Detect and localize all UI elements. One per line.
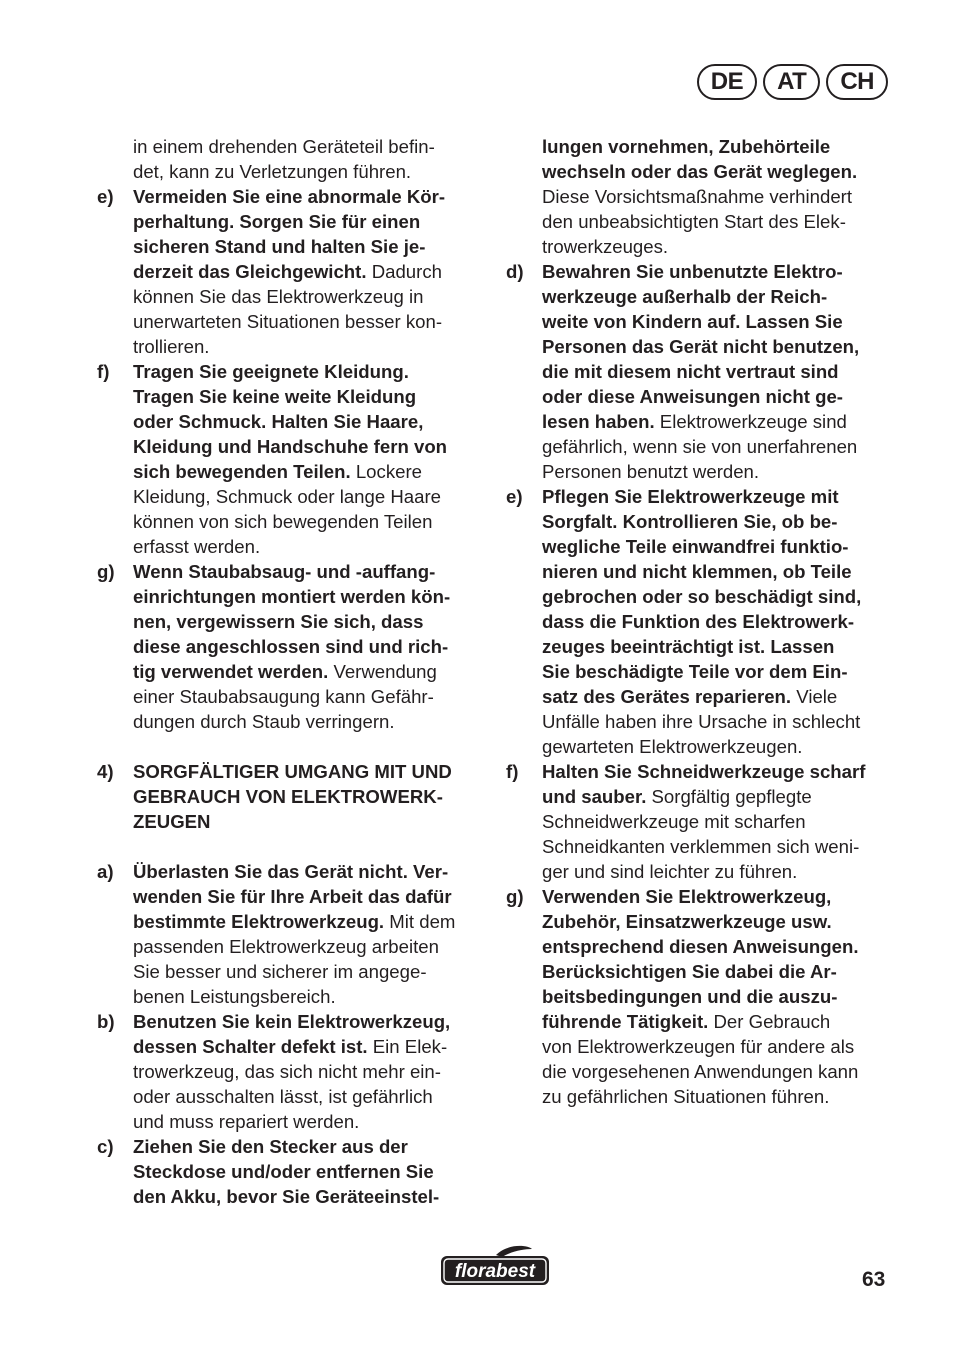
paragraph-spacer <box>97 834 485 859</box>
bold-text: Verwenden Sie Elektrowerkzeug, <box>542 886 832 907</box>
text-line <box>97 1109 485 1134</box>
body-text: Lockere <box>350 461 422 482</box>
text-line <box>97 459 485 484</box>
body-text: Diese Vorsichtsmaßnahme verhindert <box>542 186 853 207</box>
bold-text: perhaltung. Sorgen Sie für einen <box>133 211 421 232</box>
text-line <box>506 334 890 359</box>
text-line <box>506 409 890 434</box>
bold-text: Überlasten Sie das Gerät nicht. Ver- <box>133 861 449 882</box>
bold-text: dessen Schalter defekt ist. <box>133 1036 368 1057</box>
text-line <box>97 1184 485 1209</box>
body-text: Sorgfältig gepflegte <box>646 786 812 807</box>
body-text: einer Staubabsaugung kann Gefähr- <box>133 686 434 707</box>
text-line <box>506 159 890 184</box>
body-text: ger und sind leichter zu führen. <box>542 861 798 882</box>
bold-text: tig verwendet werden. <box>133 661 329 682</box>
bold-text: sicheren Stand und halten Sie je- <box>133 236 426 257</box>
text-line <box>506 1009 890 1034</box>
list-label: e) <box>506 486 523 507</box>
body-text: Personen benutzt werden. <box>542 461 760 482</box>
text-line <box>97 1059 485 1084</box>
bold-text: ZEUGEN <box>133 811 211 832</box>
bold-text: oder Schmuck. Halten Sie Haare, <box>133 411 424 432</box>
text-line <box>506 259 890 284</box>
text-line <box>97 184 485 209</box>
text-line <box>97 509 485 534</box>
bold-text: Sie beschädigte Teile vor dem Ein- <box>542 661 848 682</box>
text-line <box>506 809 890 834</box>
text-line <box>506 709 890 734</box>
text-line <box>97 159 485 184</box>
text-line <box>506 609 890 634</box>
text-line <box>97 984 485 1009</box>
page-number: 63 <box>862 1268 886 1291</box>
text-line <box>97 859 485 884</box>
body-text: Schneidkanten verklemmen sich weni- <box>542 836 860 857</box>
bold-text: GEBRAUCH VON ELEKTROWERK- <box>133 786 443 807</box>
body-text: Unfälle haben ihre Ursache in schlecht <box>542 711 861 732</box>
text-line <box>506 684 890 709</box>
text-line <box>506 634 890 659</box>
list-label: f) <box>97 361 110 382</box>
body-text: dungen durch Staub verringern. <box>133 711 395 732</box>
bold-text: Ziehen Sie den Stecker aus der <box>133 1136 408 1157</box>
text-line <box>97 384 485 409</box>
list-label: c) <box>97 1136 114 1157</box>
text-line <box>506 509 890 534</box>
text-line <box>506 1059 890 1084</box>
bold-text: Bewahren Sie unbenutzte Elektro- <box>542 261 843 282</box>
bold-text: oder diese Anweisungen nicht ge- <box>542 386 843 407</box>
list-label: a) <box>97 861 114 882</box>
text-line <box>97 234 485 259</box>
text-line <box>97 334 485 359</box>
list-label: f) <box>506 761 519 782</box>
bold-text: nen, vergewissern Sie sich, dass <box>133 611 424 632</box>
language-badges <box>697 64 888 100</box>
bold-text: wegliche Teile einwandfrei funktio- <box>542 536 849 557</box>
text-line <box>506 534 890 559</box>
body-text: Ein Elek- <box>367 1036 448 1057</box>
text-line <box>97 584 485 609</box>
body-text: trowerkzeug, das sich nicht mehr ein- <box>133 1061 441 1082</box>
text-line <box>97 309 485 334</box>
bold-text: Tragen Sie geeignete Kleidung. <box>133 361 409 382</box>
bold-text: wechseln oder das Gerät weglegen. <box>542 161 858 182</box>
body-text: können von sich bewegenden Teilen <box>133 511 433 532</box>
text-line <box>97 759 485 784</box>
text-line <box>97 259 485 284</box>
text-line <box>97 534 485 559</box>
text-line <box>506 584 890 609</box>
body-text: in einem drehenden Geräteteil befin- <box>133 136 435 157</box>
text-line <box>97 1034 485 1059</box>
list-label: 4) <box>97 761 114 782</box>
text-line <box>506 884 890 909</box>
bold-text: weite von Kindern auf. Lassen Sie <box>542 311 843 332</box>
bold-text: diese angeschlossen sind und rich- <box>133 636 449 657</box>
florabest-logo <box>438 1243 552 1289</box>
body-text: passenden Elektrowerkzeug arbeiten <box>133 936 439 957</box>
text-line <box>97 809 485 834</box>
bold-text: führende Tätigkeit. <box>542 1011 709 1032</box>
body-text: Verwendung <box>328 661 437 682</box>
text-line <box>97 409 485 434</box>
bold-text: werkzeuge außerhalb der Reich- <box>542 286 828 307</box>
body-text: Der Gebrauch <box>708 1011 831 1032</box>
text-line <box>97 684 485 709</box>
body-text: unerwarteten Situationen besser kon- <box>133 311 443 332</box>
bold-text: einrichtungen montiert werden kön- <box>133 586 451 607</box>
text-line <box>506 209 890 234</box>
language-badge-ch: CH <box>826 64 888 100</box>
text-line <box>97 884 485 909</box>
text-line <box>506 284 890 309</box>
body-text: erfasst werden. <box>133 536 261 557</box>
bold-text: bestimmte Elektrowerkzeug. <box>133 911 385 932</box>
text-line <box>506 934 890 959</box>
text-line <box>506 234 890 259</box>
text-line <box>506 134 890 159</box>
text-line <box>506 734 890 759</box>
body-text: Mit dem <box>384 911 456 932</box>
bold-text: derzeit das Gleichgewicht. <box>133 261 367 282</box>
text-line <box>506 659 890 684</box>
text-line <box>97 1084 485 1109</box>
bold-text: SORGFÄLTIGER UMGANG MIT UND <box>133 761 452 782</box>
bold-text: den Akku, bevor Sie Geräteeinstel- <box>133 1186 440 1207</box>
bold-text: zeuges beeinträchtigt ist. Lassen <box>542 636 835 657</box>
bold-text: die mit diesem nicht vertraut sind <box>542 361 839 382</box>
bold-text: Benutzen Sie kein Elektrowerkzeug, <box>133 1011 451 1032</box>
text-line <box>97 359 485 384</box>
text-line <box>506 359 890 384</box>
list-label: e) <box>97 186 114 207</box>
bold-text: entsprechend diesen Anweisungen. <box>542 936 859 957</box>
list-label: b) <box>97 1011 115 1032</box>
bold-text: Pflegen Sie Elektrowerkzeuge mit <box>542 486 839 507</box>
text-line <box>97 134 485 159</box>
bold-text: und sauber. <box>542 786 647 807</box>
body-text: trollieren. <box>133 336 210 357</box>
text-line <box>97 784 485 809</box>
bold-text: Personen das Gerät nicht benutzen, <box>542 336 860 357</box>
bold-text: beitsbedingungen und die auszu- <box>542 986 838 1007</box>
bold-text: Sorgfalt. Kontrollieren Sie, ob be- <box>542 511 838 532</box>
language-badge-de: DE <box>697 64 757 100</box>
text-line <box>506 184 890 209</box>
text-line <box>97 709 485 734</box>
bold-text: Kleidung und Handschuhe fern von <box>133 436 448 457</box>
body-text: können Sie das Elektrowerkzeug in <box>133 286 424 307</box>
text-line <box>506 784 890 809</box>
text-line <box>97 1009 485 1034</box>
text-line <box>506 959 890 984</box>
bold-text: Tragen Sie keine weite Kleidung <box>133 386 417 407</box>
brand-text: florabest <box>454 1261 536 1282</box>
body-text: Sie besser und sicherer im angege- <box>133 961 427 982</box>
body-text: oder ausschalten lässt, ist gefährlich <box>133 1086 433 1107</box>
paragraph-spacer <box>97 734 485 759</box>
text-line <box>506 859 890 884</box>
body-text: benen Leistungsbereich. <box>133 986 336 1007</box>
text-line <box>97 209 485 234</box>
text-line <box>97 559 485 584</box>
text-line <box>506 909 890 934</box>
text-line <box>506 1034 890 1059</box>
list-label: d) <box>506 261 524 282</box>
text-line <box>506 434 890 459</box>
text-line <box>506 559 890 584</box>
bold-text: dass die Funktion des Elektrowerk- <box>542 611 855 632</box>
bold-text: lesen haben. <box>542 411 655 432</box>
bold-text: nieren und nicht klemmen, ob Teile <box>542 561 852 582</box>
body-text: von Elektrowerkzeugen für andere als <box>542 1036 855 1057</box>
body-text: Schneidwerkzeuge mit scharfen <box>542 811 806 832</box>
text-line <box>506 384 890 409</box>
body-text: Elektrowerkzeuge sind <box>654 411 847 432</box>
text-line <box>506 1084 890 1109</box>
text-line <box>506 459 890 484</box>
bold-text: Steckdose und/oder entfernen Sie <box>133 1161 434 1182</box>
text-line <box>506 759 890 784</box>
text-line <box>97 609 485 634</box>
text-line <box>97 934 485 959</box>
body-text: Dadurch <box>366 261 442 282</box>
text-line <box>506 984 890 1009</box>
body-text: zu gefährlichen Situationen führen. <box>542 1086 830 1107</box>
text-line <box>506 484 890 509</box>
bold-text: lungen vornehmen, Zubehörteile <box>542 136 831 157</box>
body-text: und muss repariert werden. <box>133 1111 360 1132</box>
text-line <box>506 309 890 334</box>
bold-text: Berücksichtigen Sie dabei die Ar- <box>542 961 837 982</box>
text-line <box>97 1159 485 1184</box>
body-text: gewarteten Elektrowerkzeugen. <box>542 736 803 757</box>
list-label: g) <box>506 886 524 907</box>
bold-text: Vermeiden Sie eine abnormale Kör- <box>133 186 446 207</box>
bold-text: Halten Sie Schneidwerkzeuge scharf <box>542 761 866 782</box>
text-line <box>97 1134 485 1159</box>
bold-text: Wenn Staubabsaug- und -auffang- <box>133 561 436 582</box>
text-line <box>97 434 485 459</box>
bold-text: gebrochen oder so beschädigt sind, <box>542 586 862 607</box>
body-text: Viele <box>791 686 838 707</box>
text-line <box>97 909 485 934</box>
text-line <box>97 634 485 659</box>
bold-text: wenden Sie für Ihre Arbeit das dafür <box>133 886 452 907</box>
body-text: Kleidung, Schmuck oder lange Haare <box>133 486 442 507</box>
text-line <box>97 959 485 984</box>
list-label: g) <box>97 561 115 582</box>
text-line <box>97 284 485 309</box>
language-badge-at: AT <box>763 64 820 100</box>
text-line <box>506 834 890 859</box>
body-text: die vorgesehenen Anwendungen kann <box>542 1061 859 1082</box>
body-text: trowerkzeuges. <box>542 236 669 257</box>
left-column <box>97 134 485 1209</box>
text-line <box>97 484 485 509</box>
bold-text: sich bewegenden Teilen. <box>133 461 351 482</box>
text-line <box>97 659 485 684</box>
bold-text: Zubehör, Einsatzwerkzeuge usw. <box>542 911 832 932</box>
body-text: det, kann zu Verletzungen führen. <box>133 161 412 182</box>
bold-text: satz des Gerätes reparieren. <box>542 686 792 707</box>
body-text: den unbeabsichtigten Start des Elek- <box>542 211 846 232</box>
right-column <box>506 134 890 1109</box>
body-text: gefährlich, wenn sie von unerfahrenen <box>542 436 858 457</box>
